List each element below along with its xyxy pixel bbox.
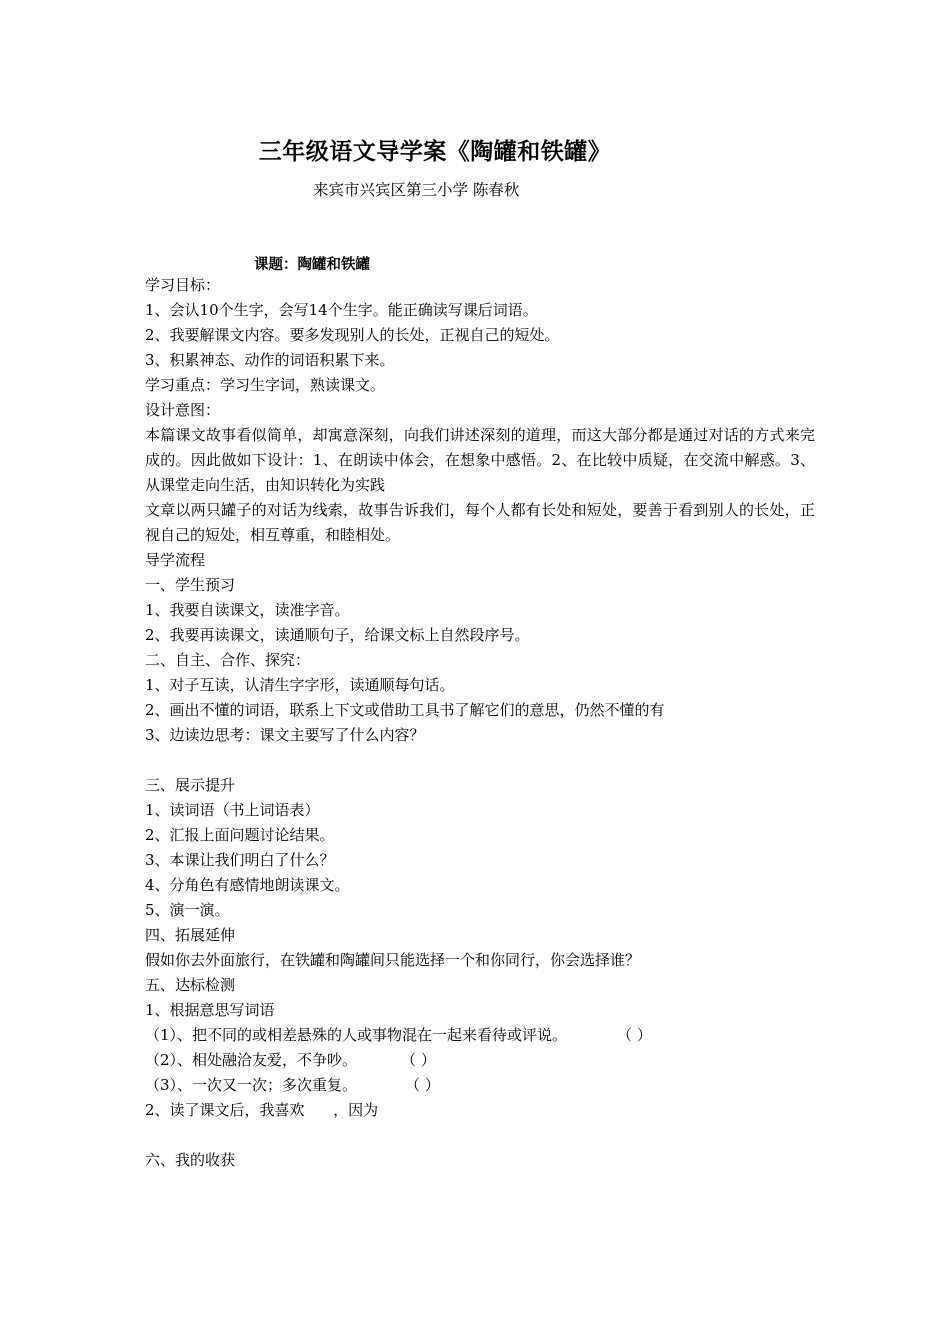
document-body bbox=[145, 273, 815, 1173]
design-heading: 设计意图： bbox=[145, 401, 221, 419]
section-heading: 六、我的收获 bbox=[145, 1151, 236, 1169]
flow-heading: 导学流程 bbox=[145, 551, 206, 569]
list-item: 1、对子互读，认清生字字形，读通顺每句话。 bbox=[145, 676, 455, 694]
answer-blank: （ ） bbox=[401, 1051, 436, 1069]
goal-item: 1、会认10个生字，会写14个生字。能正确读写课后词语。 bbox=[145, 301, 538, 319]
list-item: 1、读词语（书上词语表） bbox=[145, 801, 320, 819]
list-item: 4、分角色有感情地朗读课文。 bbox=[145, 876, 350, 894]
section-heading: 五、达标检测 bbox=[145, 976, 236, 994]
key-points: 学习重点：学习生字词，熟读课文。 bbox=[145, 376, 386, 394]
design-paragraph: 本篇课文故事看似简单，却寓意深刻，向我们讲述深刻的道理，而这大部分都是通过对话的方式来完成的。因此做如下设计：1、在朗读中体会，在想象中感悟。2、在比较中质疑，在交流中解惑。3、从课堂走向生活，由知识转化为实践 bbox=[145, 426, 815, 494]
author-line: 来宾市兴宾区第三小学 陈春秋 bbox=[313, 181, 520, 199]
page-title: 三年级语文导学案《陶罐和铁罐》 bbox=[258, 139, 612, 165]
goal-item: 3、积累神态、动作的词语积累下来。 bbox=[145, 351, 395, 369]
quiz-item-text: （2）、相处融洽友爱，不争吵。 bbox=[145, 1051, 358, 1069]
section-heading: 三、展示提升 bbox=[145, 776, 236, 794]
section-heading: 一、学生预习 bbox=[145, 576, 236, 594]
lesson-title: 课题：陶罐和铁罐 bbox=[254, 257, 370, 273]
quiz-item bbox=[145, 1073, 815, 1098]
quiz-item-text: （1）、把不同的或相差悬殊的人或事物混在一起来看待或评说。 bbox=[145, 1026, 568, 1044]
spacer bbox=[145, 1123, 815, 1148]
goals-heading: 学习目标： bbox=[145, 276, 221, 294]
quiz-question: 1、根据意思写词语 bbox=[145, 1001, 275, 1019]
quiz-item-text: （3）、一次又一次；多次重复。 bbox=[145, 1076, 358, 1094]
list-item: 2、汇报上面问题讨论结果。 bbox=[145, 826, 335, 844]
design-paragraph: 文章以两只罐子的对话为线索，故事告诉我们，每个人都有长处和短处，要善于看到别人的长处，正视自己的短处，相互尊重，和睦相处。 bbox=[145, 501, 815, 544]
quiz-question: 2、读了课文后，我喜欢 ，因为 bbox=[145, 1101, 379, 1119]
list-item: 2、我要再读课文，读通顺句子，给课文标上自然段序号。 bbox=[145, 626, 530, 644]
goal-item: 2、我要解课文内容。要多发现别人的长处，正视自己的短处。 bbox=[145, 326, 560, 344]
quiz-item bbox=[145, 1023, 815, 1048]
list-item: 3、边读边思考：课文主要写了什么内容？ bbox=[145, 726, 425, 744]
spacer bbox=[145, 748, 815, 773]
answer-blank: （ ） bbox=[405, 1076, 440, 1094]
answer-blank: （ ） bbox=[617, 1026, 652, 1044]
list-item: 2、画出不懂的词语，联系上下文或借助工具书了解它们的意思，仍然不懂的有 bbox=[145, 701, 665, 719]
list-item: 3、本课让我们明白了什么？ bbox=[145, 851, 335, 869]
list-item: 1、我要自读课文，读准字音。 bbox=[145, 601, 350, 619]
quiz-item bbox=[145, 1048, 815, 1073]
list-item: 5、演一演。 bbox=[145, 901, 230, 919]
extension-question: 假如你去外面旅行，在铁罐和陶罐间只能选择一个和你同行，你会选择谁？ bbox=[145, 951, 641, 969]
section-heading: 二、自主、合作、探究： bbox=[145, 651, 311, 669]
section-heading: 四、拓展延伸 bbox=[145, 926, 236, 944]
